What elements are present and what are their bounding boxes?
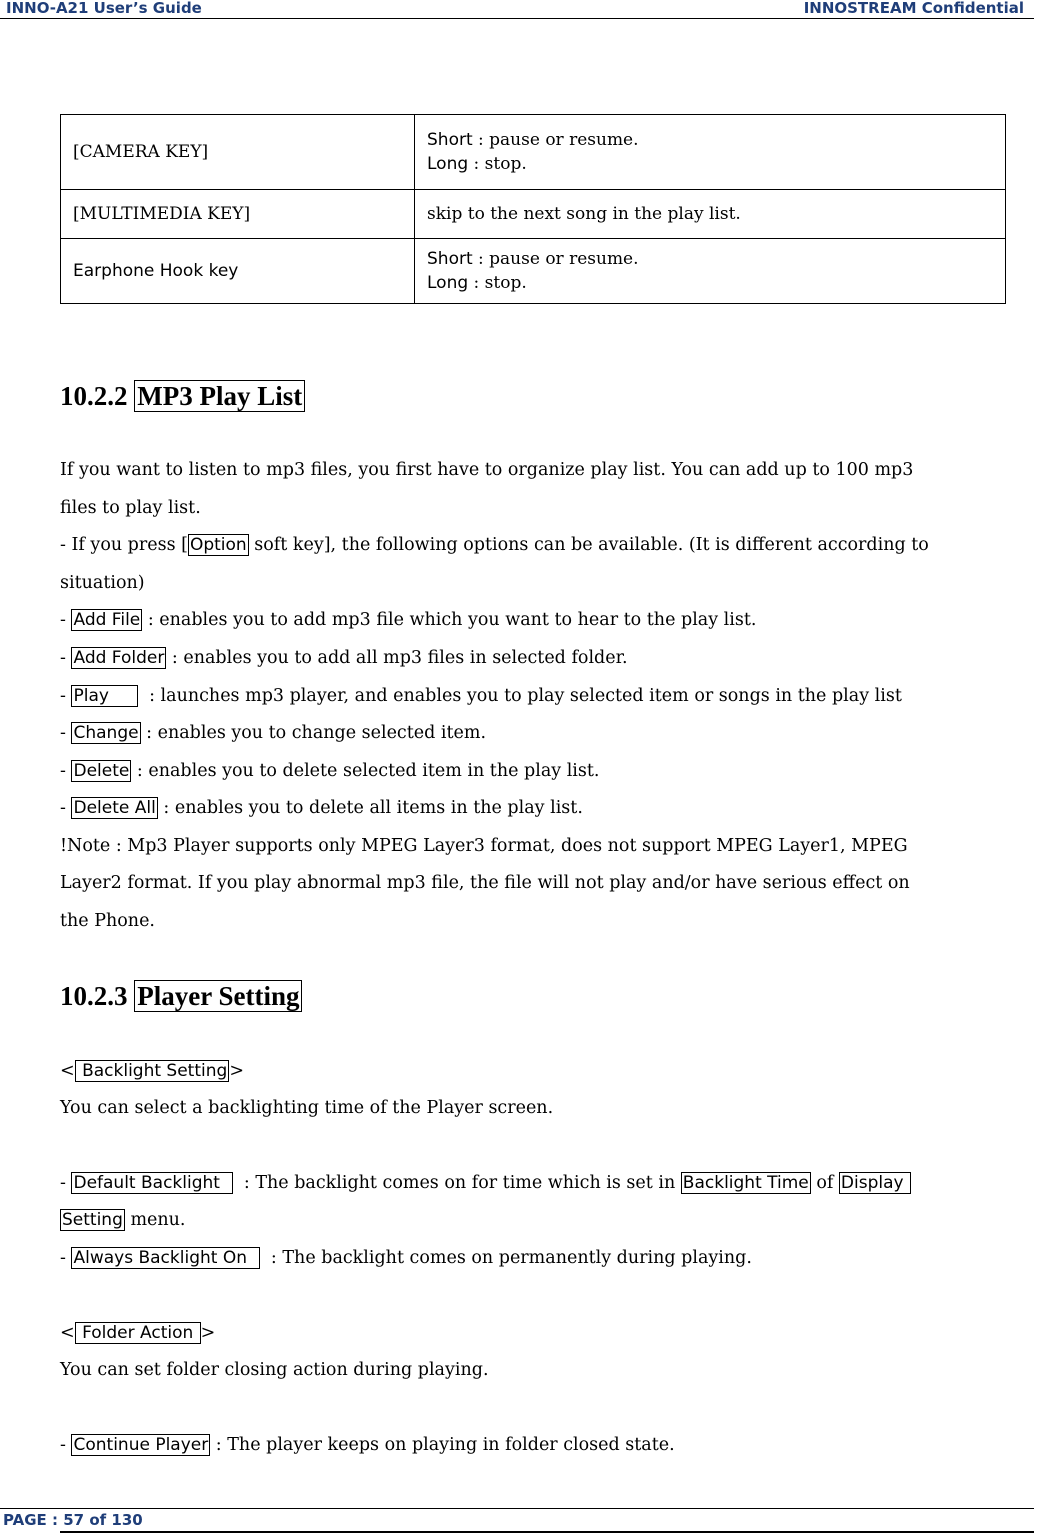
list-item (60, 648, 628, 668)
menu-text: menu. (124, 1210, 186, 1230)
option-desc: : The player keeps on playing in folder closed state. (210, 1435, 675, 1455)
page-number: PAGE : 57 of 130 (3, 1511, 143, 1529)
note-line: !Note : Mp3 Player supports only MPEG Layer3 format, does not support MPEG Layer1, MPEG (60, 836, 908, 856)
header-confidential: INNOSTREAM Confidential (803, 0, 1024, 17)
option-name: Default Backlight (73, 1173, 231, 1193)
section-title: MP3 Play List (134, 380, 305, 412)
option-desc: : enables you to change selected item. (140, 723, 487, 743)
option-name: Continue Player (73, 1435, 209, 1455)
key-function-table (60, 114, 1006, 304)
table-row (61, 239, 1006, 304)
header-doc-title: INNO-A21 User’s Guide (6, 0, 202, 17)
option-desc: : launches mp3 player, and enables you to play selected item or songs in the play list (137, 686, 902, 706)
paragraph: files to play list. (60, 498, 201, 518)
list-dash: - (60, 1173, 72, 1193)
paragraph: If you want to listen to mp3 files, you first have to organize play list. You can add up to 100 mp3 (60, 460, 914, 480)
list-dash: - (60, 1435, 72, 1455)
list-item (60, 723, 486, 743)
page-header (0, 0, 1034, 19)
footer-rule (60, 1531, 1034, 1533)
option-desc: : The backlight comes on permanently during playing. (259, 1248, 752, 1268)
option-intro-pre: - If you press [ (60, 535, 188, 555)
list-item (60, 1173, 911, 1193)
backlight-setting-label: Backlight Setting (76, 1061, 228, 1081)
paragraph: You can select a backlighting time of the Player screen. (60, 1098, 554, 1118)
list-dash: - (60, 798, 72, 818)
desc-cell: skip to the next song in the play list. (415, 190, 1006, 239)
list-item (60, 761, 599, 781)
option-intro-post: soft key], the following options can be available. (It is different according to (248, 535, 929, 555)
list-item-cont (60, 1210, 186, 1230)
table-row (61, 115, 1006, 190)
key-cell: Earphone Hook key (61, 239, 415, 304)
backlight-time-ref: Backlight Time (682, 1173, 809, 1193)
list-dash: - (60, 723, 72, 743)
bracket: < (60, 1061, 75, 1081)
short-text: : pause or resume. (472, 249, 639, 269)
option-name: Change (73, 723, 139, 743)
option-desc: : enables you to add all mp3 files in selected folder. (166, 648, 628, 668)
bracket: > (200, 1323, 216, 1343)
backlight-setting-heading (60, 1061, 244, 1081)
list-dash: - (60, 610, 72, 630)
option-name: Always Backlight On (73, 1248, 258, 1268)
option-name: Add File (73, 610, 141, 630)
table-row (61, 190, 1006, 239)
setting-ref: Setting (62, 1210, 123, 1230)
option-name: Delete (73, 761, 130, 781)
option-softkey: Option (189, 535, 247, 555)
list-item (60, 686, 902, 706)
desc-cell (415, 239, 1006, 304)
option-name: Play (73, 686, 136, 706)
folder-action-heading (60, 1323, 215, 1343)
short-label: Short (427, 130, 473, 150)
display-ref: Display (840, 1173, 909, 1193)
option-desc: : enables you to add mp3 file which you want to hear to the play list. (142, 610, 757, 630)
short-text: : pause or resume. (472, 130, 639, 150)
list-dash: - (60, 761, 72, 781)
section-heading-player-setting (60, 981, 302, 1012)
key-cell: [MULTIMEDIA KEY] (61, 190, 415, 239)
option-desc: : enables you to delete selected item in the play list. (131, 761, 600, 781)
of-text: of (810, 1173, 839, 1193)
long-text: : stop. (468, 154, 527, 174)
list-item (60, 1248, 752, 1268)
section-number: 10.2.3 (60, 981, 135, 1011)
long-label: Long (427, 154, 469, 174)
key-cell: [CAMERA KEY] (61, 115, 415, 190)
note-line: Layer2 format. If you play abnormal mp3 file, the file will not play and/or have serious effect on (60, 873, 910, 893)
section-number: 10.2.2 (60, 381, 135, 411)
option-intro (60, 535, 929, 555)
paragraph: You can set folder closing action during playing. (60, 1360, 489, 1380)
option-name: Add Folder (73, 648, 165, 668)
short-label: Short (427, 249, 473, 269)
list-dash: - (60, 1248, 72, 1268)
long-label: Long (427, 273, 469, 293)
note-line: the Phone. (60, 911, 155, 931)
section-title: Player Setting (134, 980, 302, 1012)
list-dash: - (60, 648, 72, 668)
list-item (60, 610, 756, 630)
option-intro-cont: situation) (60, 573, 145, 593)
option-desc: : enables you to delete all items in the play list. (157, 798, 583, 818)
list-dash: - (60, 686, 72, 706)
list-item (60, 798, 583, 818)
desc-cell (415, 115, 1006, 190)
folder-action-label: Folder Action (76, 1323, 199, 1343)
list-item (60, 1435, 675, 1455)
page-footer (0, 1508, 1034, 1533)
option-desc: : The backlight comes on for time which is set in (232, 1173, 681, 1193)
option-name: Delete All (73, 798, 156, 818)
section-heading-mp3-play-list (60, 381, 305, 412)
bracket: < (60, 1323, 75, 1343)
bracket: > (229, 1061, 244, 1081)
long-text: : stop. (468, 273, 527, 293)
